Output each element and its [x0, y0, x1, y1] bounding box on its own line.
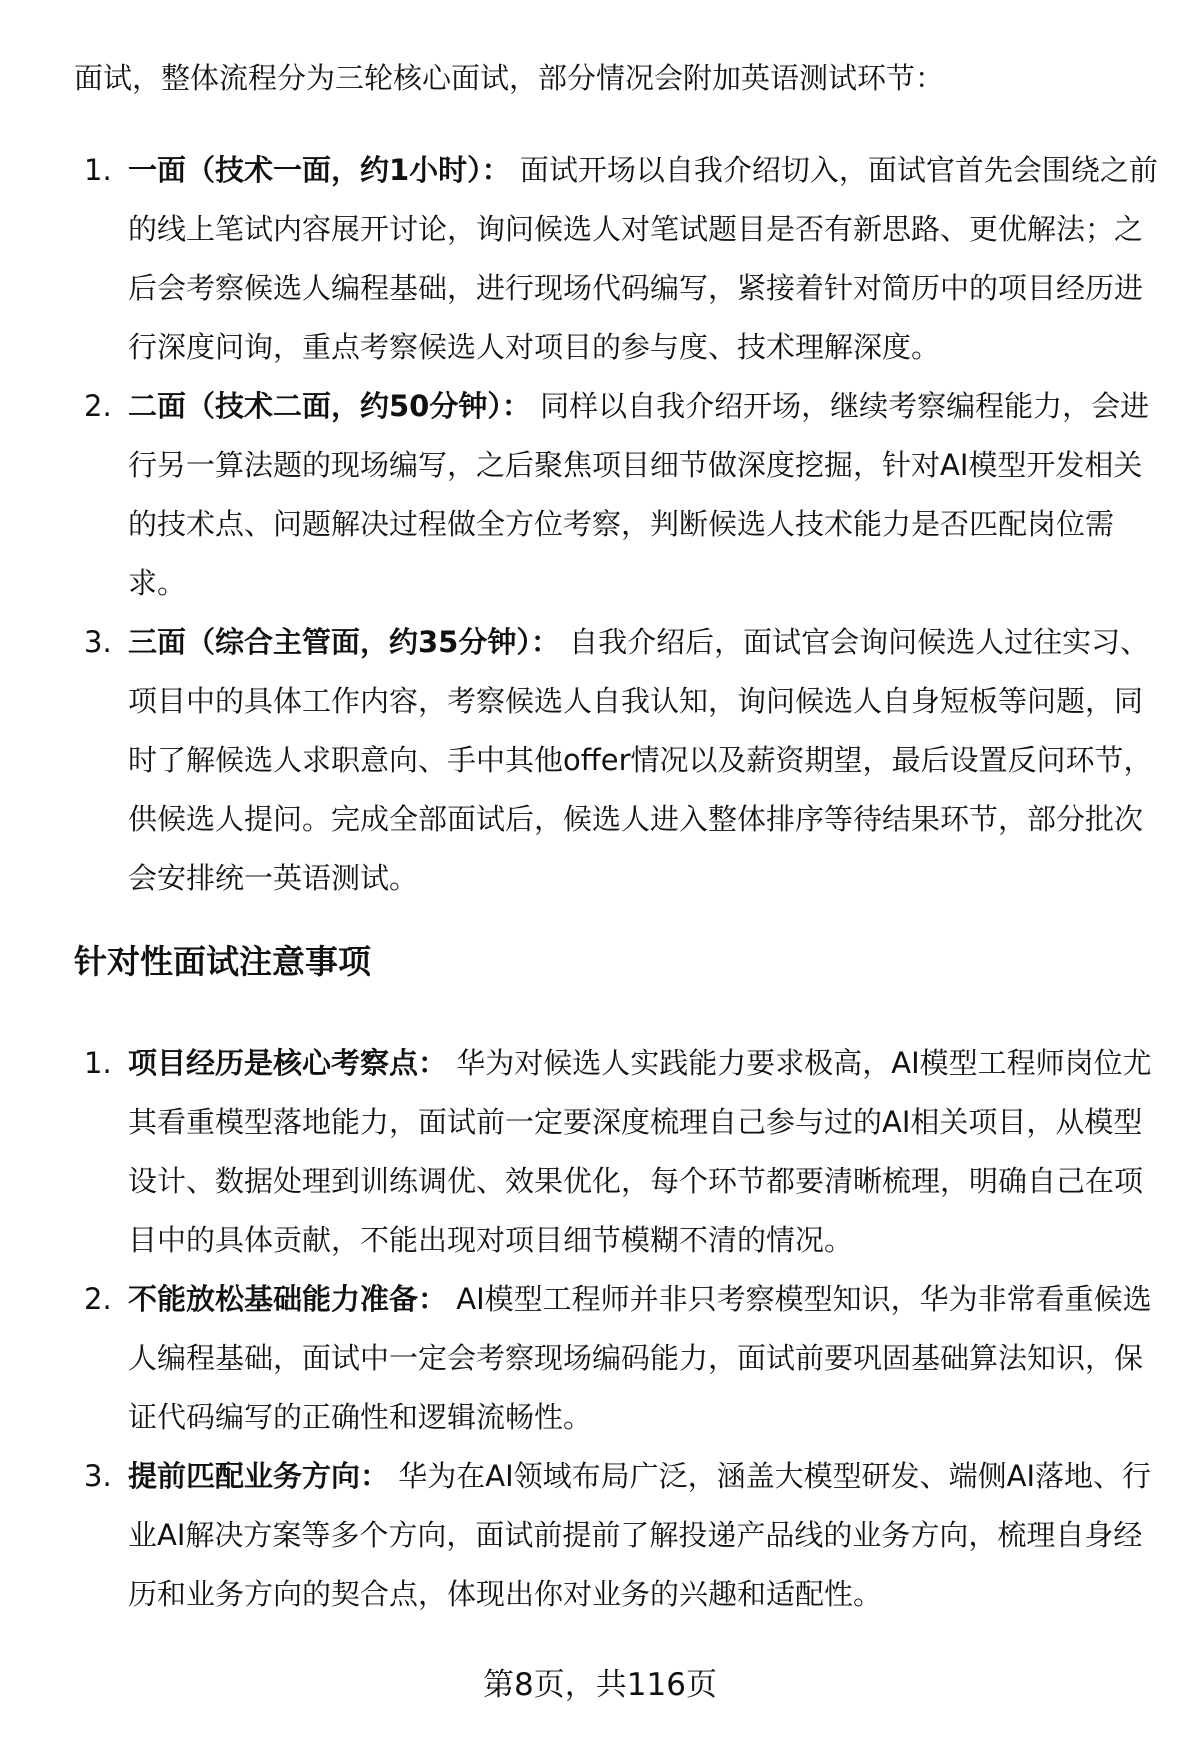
list-item-title: 不能放松基础能力准备： [128, 1282, 448, 1316]
list-item-body: 面试开场以自我介绍切入，面试官首先会围绕之前的线上笔试内容展开讨论，询问候选人对笔试题目是否有新思路、更优解法；之后会考察候选人编程基础，进行现场代码编写，紧接着针对简历中的项目经历进行深度问询，重点考察候选人对项目的参与度、技术理解深度。 [128, 153, 1158, 364]
intro-paragraph: 面试，整体流程分为三轮核心面试，部分情况会附加英语测试环节： [74, 61, 945, 95]
list-item-title: 三面（综合主管面，约35分钟）： [128, 625, 560, 659]
list-item-number: 3. [84, 625, 112, 659]
list-item-number: 1. [84, 153, 112, 187]
list-item-text [128, 613, 1160, 908]
list-item-body: 自我介绍后，面试官会询问候选人过往实习、项目中的具体工作内容，考察候选人自我认知，询问候选人自身短板等问题，同时了解候选人求职意向、手中其他offer情况以及薪资期望，最后设置反问环节，供候选人提问。完成全部面试后，候选人进入整体排序等待结果环节，部分批次会安排统一英语测试。 [128, 625, 1153, 895]
list-item-body: 同样以自我介绍开场，继续考察编程能力，会进行另一算法题的现场编写，之后聚焦项目细节做深度挖掘，针对AI模型开发相关的技术点、问题解决过程做全方位考察，判断候选人技术能力是否匹配岗位需求。 [128, 389, 1150, 600]
list-item-text [128, 377, 1160, 613]
list-item-title: 二面（技术二面，约50分钟）： [128, 389, 531, 423]
list-item-number: 2. [84, 1282, 112, 1316]
list-item-text [128, 141, 1160, 377]
list-item [0, 1034, 1200, 1270]
list-item [0, 141, 1200, 377]
list-item-title: 提前匹配业务方向： [128, 1459, 390, 1493]
list-item [0, 613, 1200, 908]
list-item-text [128, 1270, 1160, 1447]
list-item-text [128, 1447, 1160, 1624]
list-item-body: 华为对候选人实践能力要求极高，AI模型工程师岗位尤其看重模型落地能力，面试前一定要深度梳理自己参与过的AI相关项目，从模型设计、数据处理到训练调优、效果优化，每个环节都要清晰梳理，明确自己在项目中的具体贡献，不能出现对项目细节模糊不清的情况。 [128, 1046, 1152, 1257]
list-item-number: 2. [84, 389, 112, 423]
list-item-body: AI模型工程师并非只考察模型知识，华为非常看重候选人编程基础，面试中一定会考察现场编码能力，面试前要巩固基础算法知识，保证代码编写的正确性和逻辑流畅性。 [128, 1282, 1152, 1434]
list-item [0, 1447, 1200, 1624]
list-item-title: 项目经历是核心考察点： [128, 1046, 448, 1080]
list-item-text [128, 1034, 1160, 1270]
list-item-number: 3. [84, 1459, 112, 1493]
list-item [0, 1270, 1200, 1447]
section-heading: 针对性面试注意事项 [74, 942, 371, 981]
list-item-number: 1. [84, 1046, 112, 1080]
tips-list [0, 1034, 1200, 1624]
interview-rounds-list [0, 141, 1200, 908]
list-item-title: 一面（技术一面，约1小时）： [128, 153, 511, 187]
page-number: 第8页，共116页 [483, 1667, 717, 1703]
list-item-body: 华为在AI领域布局广泛，涵盖大模型研发、端侧AI落地、行业AI解决方案等多个方向，面试前提前了解投递产品线的业务方向，梳理自身经历和业务方向的契合点，体现出你对业务的兴趣和适配性。 [128, 1459, 1152, 1611]
list-item [0, 377, 1200, 613]
